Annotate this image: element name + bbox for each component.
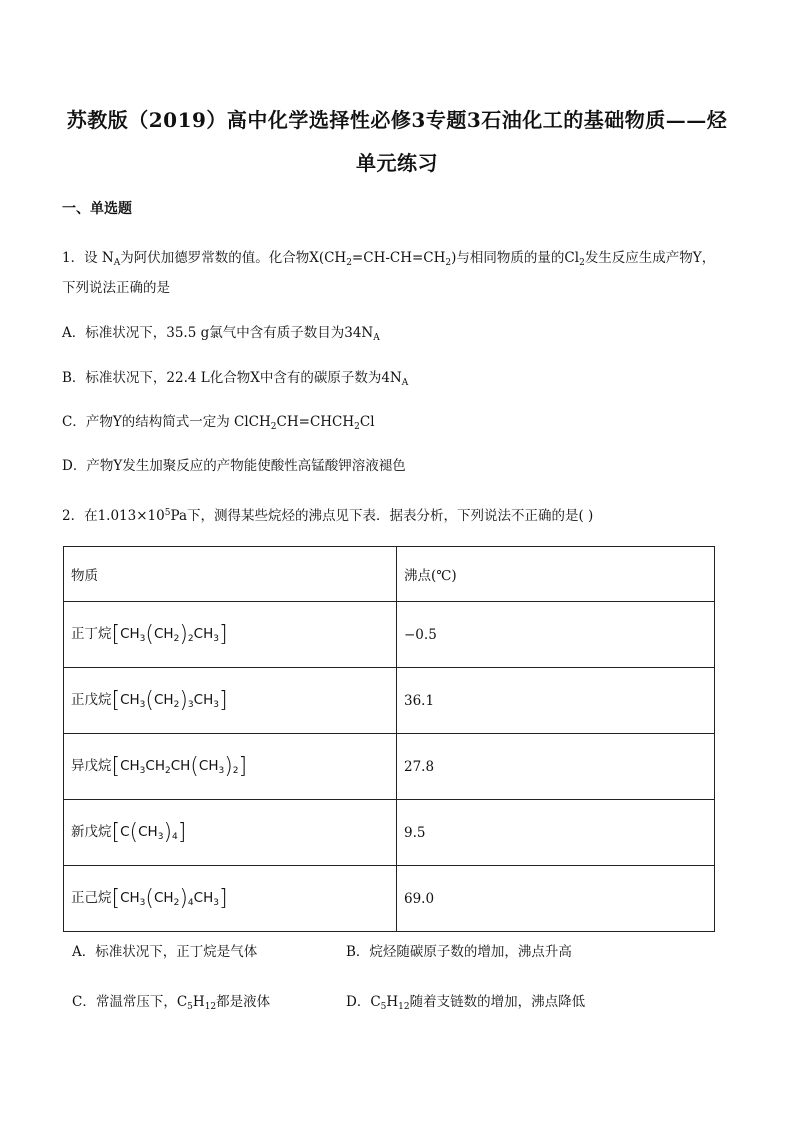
q1-stem-line2: 下列说法正确的是 [62,280,170,296]
q2-option-c: C．常温常压下，$C_5H_{12}$都是液体 [72,994,271,1012]
table-header-row [64,547,715,602]
q1-stem-line1: 1．设 $N_A$为阿伏加德罗常数的值。化合物$X(CH_2=CH-CH=CH_2)$与相同物质的量的$Cl_2$发生反应生成产物Y， [62,250,716,268]
document-title-line1: 苏教版（2019）高中化学选择性必修3专题3石油化工的基础物质——烃 [66,108,728,132]
q2-option-d: D．$C_5H_{12}$随着支链数的增加，沸点降低 [346,994,586,1012]
table-row [64,866,715,932]
substance-name: 新戊烷 [71,824,112,840]
substance-formula: $[C(CH_3)_4]$ [111,820,187,845]
q1-option-a: A．标准状况下，35.5 g氯气中含有质子数目为$34N_A$ [62,325,380,343]
table-row [64,668,715,734]
table-cell-substance [64,668,397,734]
table-cell-boiling-point: −0.5 [397,602,715,668]
table-header-boiling-point: 沸点(℃) [397,547,715,602]
substance-formula: $[CH_3(CH_2)_4CH_3]$ [111,886,228,911]
q2-option-a: A．标准状况下，正丁烷是气体 [72,944,258,960]
table-cell-boiling-point: 27.8 [397,734,715,800]
q2-stem: 2．在$1.013\times 10^5Pa$下，测得某些烷烃的沸点见下表．据表分析，下列说法不正确的是( ) [62,508,594,524]
table-cell-substance [64,800,397,866]
table-cell-substance [64,602,397,668]
q2-option-b: B．烷烃随碳原子数的增加，沸点升高 [346,944,572,960]
table-row [64,734,715,800]
table-cell-boiling-point: 69.0 [397,866,715,932]
substance-name: 正己烷 [71,890,112,906]
substance-name: 异戊烷 [71,758,112,774]
table-header-substance: 物质 [64,547,397,602]
substance-formula: $[CH_3(CH_2)_3CH_3]$ [111,688,228,713]
substance-name: 正丁烷 [71,626,112,642]
table-cell-substance [64,734,397,800]
table-cell-substance [64,866,397,932]
q1-option-d: D．产物Y发生加聚反应的产物能使酸性高锰酸钾溶液褪色 [62,458,406,474]
substance-formula: $[CH_3CH_2CH(CH_3)_2]$ [111,754,248,779]
substance-formula: $[CH_3(CH_2)_2CH_3]$ [111,622,228,647]
table-cell-boiling-point: 9.5 [397,800,715,866]
section-heading: 一、单选题 [62,201,132,217]
table-row [64,800,715,866]
q1-option-c: C．产物Y的结构简式一定为 $ClCH_2CH=CHCH_2Cl$ [62,414,375,432]
table-row [64,602,715,668]
q1-option-b: B．标准状况下，22.4 L化合物X中含有的碳原子数为$4N_A$ [62,370,409,388]
table-cell-boiling-point: 36.1 [397,668,715,734]
document-title-line2: 单元练习 [356,151,438,175]
substance-name: 正戊烷 [71,692,112,708]
boiling-point-table [63,546,715,932]
